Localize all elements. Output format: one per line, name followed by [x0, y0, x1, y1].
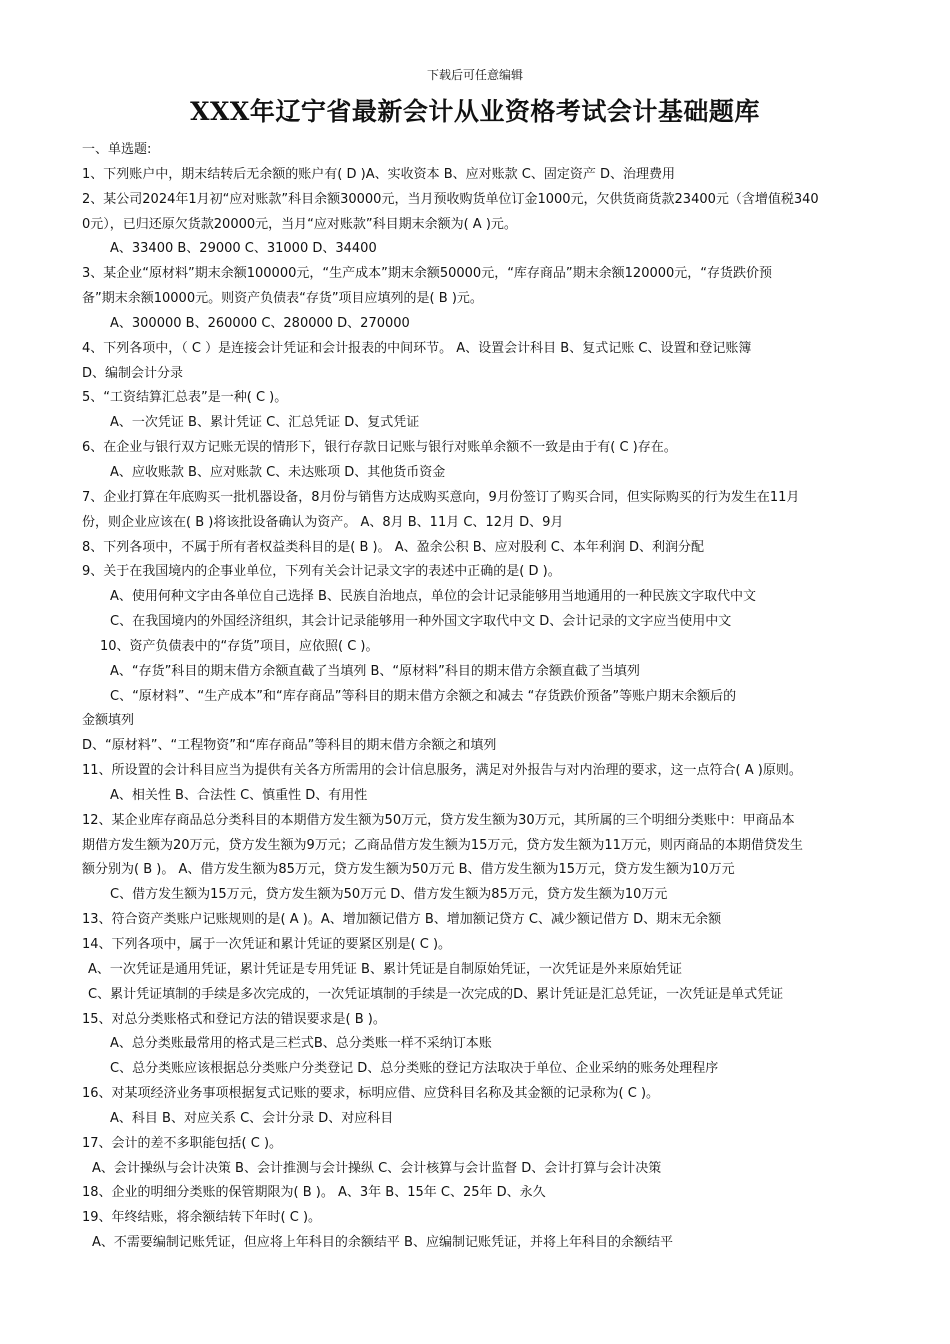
option-line: D、“原材料”、“工程物资”和“库存商品”等科目的期末借方余额之和填列: [82, 738, 497, 754]
question-line: 19、年终结账，将余额结转下年时( C )。: [82, 1210, 322, 1226]
question-line: 5、“工资结算汇总表”是一种( C )。: [82, 390, 288, 406]
question-line: 1、下列账户中，期末结转后无余额的账户有( D )A、实收资本 B、应对账款 C、固定资产 D、治理费用: [82, 166, 675, 182]
question-line: 9、关于在我国境内的企事业单位，下列有关会计记录文字的表述中正确的是( D )。: [82, 564, 561, 580]
option-line: A、一次凭证是通用凭证，累计凭证是专用凭证 B、累计凭证是自制原始凭证，一次凭证是外来原始凭证: [88, 961, 682, 977]
option-line: C、借方发生额为15万元，贷方发生额为50万元 D、借方发生额为85万元，贷方发生额为10万元: [110, 887, 668, 903]
option-line: A、使用何种文字由各单位自己选择 B、民族自治地点，单位的会计记录能够用当地通用的一种民族文字取代中文: [110, 589, 756, 605]
question-line: 4、下列各项中，（ C ）是连接会计凭证和会计报表的中间环节。 A、设置会计科目 B、复式记账 C、设置和登记账簿: [82, 340, 752, 356]
option-line: A、“存货”科目的期末借方余额直截了当填列 B、“原材料”科目的期末借方余额直截了当填列: [110, 663, 640, 679]
option-line: C、“原材料”、“生产成本”和“库存商品”等科目的期末借方余额之和减去 “存货跌价预备”等账户期末余额后的: [110, 688, 737, 704]
option-line: A、不需要编制记账凭证，但应将上年科目的余额结平 B、应编制记账凭证，并将上年科目的余额结平: [92, 1235, 673, 1251]
option-line: A、会计操纵与会计决策 B、会计推测与会计操纵 C、会计核算与会计监督 D、会计打算与会计决策: [92, 1160, 662, 1176]
question-line: 8、下列各项中，不属于所有者权益类科目的是( B )。 A、盈余公积 B、应对股利 C、本年利润 D、利润分配: [82, 539, 705, 555]
question-line: 7、企业打算在年底购买一批机器设备，8月份与销售方达成购买意向，9月份签订了购买合同，但实际购买的行为发生在11月: [82, 489, 800, 505]
header-note: 下载后可任意编辑: [426, 68, 523, 82]
question-line: 期借方发生额为20万元，贷方发生额为9万元；乙商品借方发生额为15万元，贷方发生额为11万元，则丙商品的本期借贷发生: [82, 837, 803, 853]
option-line: A、应收账款 B、应对账款 C、未达账项 D、其他货币资金: [110, 464, 446, 480]
question-line: 18、企业的明细分类账的保管期限为( B )。 A、3年 B、15年 C、25年 D、永久: [82, 1185, 546, 1201]
question-line: 6、在企业与银行双方记账无误的情形下，银行存款日记账与银行对账单余额不一致是由于有( C )存在。: [82, 440, 677, 456]
option-line: A、33400 B、29000 C、31000 D、34400: [110, 241, 377, 257]
question-line: 16、对某项经济业务事项根据复式记账的要求，标明应借、应贷科目名称及其金额的记录称为( C )。: [82, 1086, 660, 1102]
option-line: A、相关性 B、合法性 C、慎重性 D、有用性: [110, 787, 368, 803]
question-line: 份，则企业应该在( B )将该批设备确认为资产。 A、8月 B、11月 C、12月 D、9月: [82, 514, 564, 530]
question-line: D、编制会计分录: [82, 365, 184, 381]
question-line: 0元），已归还原欠货款20000元，当月“应对账款”科目期末余额为( A )元。: [82, 216, 517, 232]
question-line: 14、下列各项中，属于一次凭证和累计凭证的要紧区别是( C )。: [82, 937, 452, 952]
option-line: A、科目 B、对应关系 C、会计分录 D、对应科目: [110, 1110, 394, 1126]
question-body: [82, 138, 872, 1256]
question-line: 3、某企业“原材料”期末余额100000元，“生产成本”期末余额50000元，“库存商品”期末余额120000元，“存货跌价预: [82, 266, 773, 282]
section-heading: 一、单选题:: [82, 142, 152, 157]
option-line: A、一次凭证 B、累计凭证 C、汇总凭证 D、复式凭证: [110, 415, 420, 431]
option-line: C、在我国境内的外国经济组织，其会计记录能够用一种外国文字取代中文 D、会计记录的文字应当使用中文: [110, 614, 732, 630]
option-line: A、300000 B、260000 C、280000 D、270000: [110, 315, 410, 331]
question-line: 12、某企业库存商品总分类科目的本期借方发生额为50万元，贷方发生额为30万元，其所属的三个明细分类账中：甲商品本: [82, 812, 795, 828]
option-line: C、总分类账应该根据总分类账户分类登记 D、总分类账的登记方法取决于单位、企业采纳的账务处理程序: [110, 1061, 719, 1077]
question-line: 额分别为( B )。 A、借方发生额为85万元，贷方发生额为50万元 B、借方发生额为15万元，贷方发生额为10万元: [82, 862, 735, 878]
question-line: 11、所设置的会计科目应当为提供有关各方所需用的会计信息服务，满足对外报告与对内治理的要求，这一点符合( A )原则。: [82, 763, 802, 779]
question-line: 10、资产负债表中的“存货”项目，应依照( C )。: [100, 638, 379, 654]
question-line: 备”期末余额10000元。则资产负债表“存货”项目应填列的是( B )元。: [82, 291, 483, 307]
option-line: C、累计凭证填制的手续是多次完成的，一次凭证填制的手续是一次完成的D、累计凭证是汇总凭证，一次凭证是单式凭证: [88, 986, 784, 1002]
option-line: 金额填列: [82, 713, 135, 729]
page-title: XXX年辽宁省最新会计从业资格考试会计基础题库: [190, 97, 760, 126]
option-line: A、总分类账最常用的格式是三栏式B、总分类账一样不采纳订本账: [110, 1036, 492, 1052]
question-line: 17、会计的差不多职能包括( C )。: [82, 1135, 283, 1151]
question-line: 15、对总分类账格式和登记方法的错误要求是( B )。: [82, 1011, 386, 1027]
question-line: 2、某公司2024年1月初“应对账款”科目余额30000元，当月预收购货单位订金1000元，欠供货商货款23400元（含增值税340: [82, 191, 819, 207]
question-line: 13、符合资产类账户记账规则的是( A )。A、增加额记借方 B、增加额记贷方 C、减少额记借方 D、期末无余额: [82, 912, 722, 928]
